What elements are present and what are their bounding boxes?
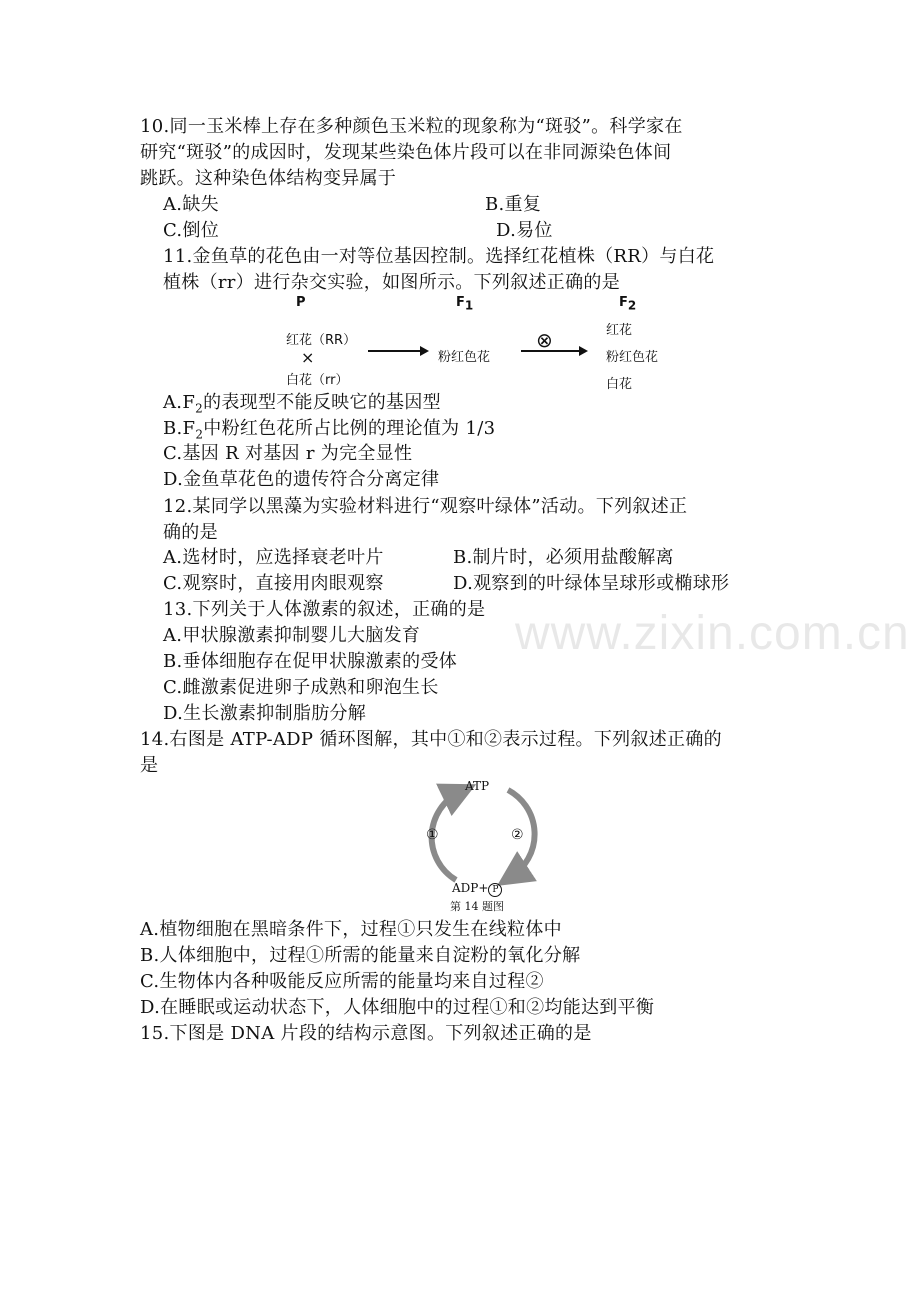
f2-red-flower: 红花 [606, 323, 633, 338]
q10-stem-line-1: 10.同一玉米棒上存在多种颜色玉米粒的现象称为“斑驳”。科学家在 [140, 116, 683, 137]
q12-stem-line-1: 12.某同学以黑藻为实验材料进行“观察叶绿体”活动。下列叙述正 [163, 496, 688, 517]
watermark: www.zixin.com.cn [515, 607, 910, 660]
q10-option-b: B.重复 [485, 194, 542, 215]
q11-stem-line-1: 11.金鱼草的花色由一对等位基因控制。选择红花植株（RR）与白花 [163, 246, 715, 267]
q13-option-b: B.垂体细胞存在促甲状腺激素的受体 [163, 651, 458, 672]
q10-option-d: D.易位 [496, 220, 553, 241]
arrow-f1-to-f2 [519, 344, 589, 358]
phosphate-circle-icon: P [488, 883, 502, 897]
q14-option-c: C.生物体内各种吸能反应所需的能量均来自过程② [140, 971, 544, 992]
process-1-label: ① [426, 827, 439, 843]
q10-stem-line-2: 研究“斑驳”的成因时，发现某些染色体片段可以在非同源染色体间 [140, 142, 672, 163]
q13-option-d: D.生长激素抑制脂肪分解 [163, 703, 367, 724]
q11-stem-line-2: 植株（rr）进行杂交实验，如图所示。下列叙述正确的是 [163, 272, 621, 293]
arrow-p-to-f1 [366, 344, 430, 358]
q10-option-c: C.倒位 [163, 220, 220, 241]
q12-option-d: D.观察到的叶绿体呈球形或椭球形 [453, 573, 730, 594]
cross-symbol: × [301, 348, 315, 367]
figure-14-caption: 第 14 题图 [450, 900, 504, 913]
q12-option-c: C.观察时，直接用肉眼观察 [163, 573, 384, 594]
f2-generation-label: $F_2$ [619, 295, 637, 313]
q11-option-a: $A.F_2$的表现型不能反映它的基因型 [163, 392, 441, 416]
parent-red-flower: 红花（RR） [286, 333, 357, 348]
q14-option-b: B.人体细胞中，过程①所需的能量来自淀粉的氧化分解 [140, 945, 581, 966]
q14-stem-line-2: 是 [140, 755, 159, 776]
q11-option-b: $B.F_2$中粉红色花所占比例的理论值为 1/3 [163, 418, 496, 442]
q11-option-d: D.金鱼草花色的遗传符合分离定律 [163, 469, 440, 490]
q14-option-a: A.植物细胞在黑暗条件下，过程①只发生在线粒体中 [140, 919, 562, 940]
q12-stem-line-2: 确的是 [163, 522, 218, 543]
adp-pi-label: ADP+ P [452, 881, 502, 897]
f1-pink-flower: 粉红色花 [438, 350, 491, 365]
f2-white-flower: 白花 [606, 377, 633, 392]
q13-option-a: A.甲状腺激素抑制婴儿大脑发育 [163, 625, 421, 646]
q12-option-a: A.选材时，应选择衰老叶片 [163, 547, 384, 568]
q10-option-a: A.缺失 [163, 194, 219, 215]
q11-option-c: C.基因 R 对基因 r 为完全显性 [163, 443, 413, 464]
parent-white-flower: 白花（rr） [286, 373, 349, 388]
f2-pink-flower: 粉红色花 [606, 350, 659, 365]
selfing-symbol-icon: ⊗ [536, 328, 553, 352]
process-2-label: ② [511, 827, 524, 843]
q12-option-b: B.制片时，必须用盐酸解离 [453, 547, 674, 568]
atp-label: ATP [465, 779, 490, 793]
q10-stem-line-3: 跳跃。这种染色体结构变异属于 [140, 168, 397, 189]
f1-generation-label: $F_1$ [456, 295, 474, 313]
p-generation-label: P [296, 295, 306, 310]
q14-stem-line-1: 14.右图是 ATP-ADP 循环图解，其中①和②表示过程。下列叙述正确的 [140, 729, 722, 750]
q14-option-d: D.在睡眠或运动状态下，人体细胞中的过程①和②均能达到平衡 [140, 997, 655, 1018]
q15-stem: 15.下图是 DNA 片段的结构示意图。下列叙述正确的是 [140, 1023, 592, 1044]
q13-option-c: C.雌激素促进卵子成熟和卵泡生长 [163, 677, 439, 698]
q13-stem: 13.下列关于人体激素的叙述，正确的是 [163, 599, 486, 620]
